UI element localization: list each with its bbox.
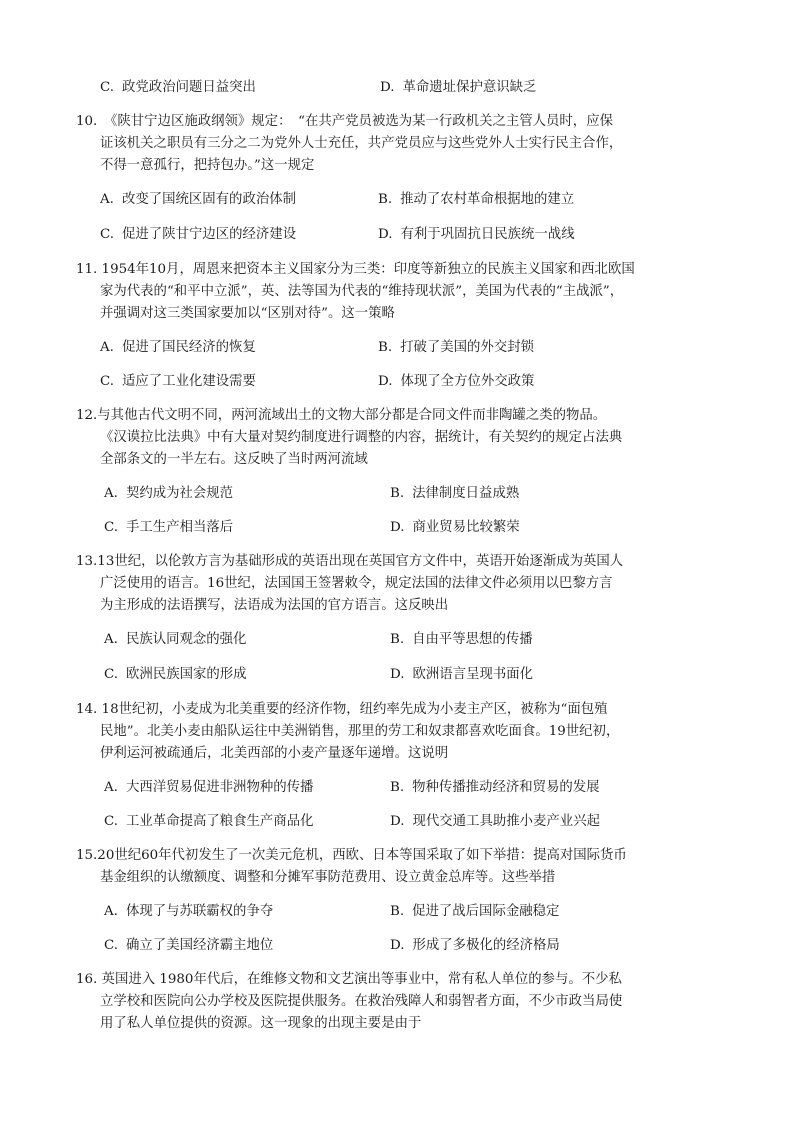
option-text: 确立了美国经济霸主地位 — [126, 938, 274, 953]
option-text: 现代交通工具助推小麦产业兴起 — [412, 814, 600, 829]
q13-option-c[interactable] — [104, 665, 247, 685]
option-text: 体现了全方位外交政策 — [400, 374, 535, 389]
option-text: 促进了陕甘宁边区的经济建设 — [122, 227, 297, 242]
option-label: D. — [390, 938, 405, 953]
q10-option-d[interactable] — [378, 225, 575, 245]
option-label: A. — [104, 780, 118, 795]
q10-stem-line: 不得一意孤行，把持包办。”这一规定 — [100, 158, 315, 173]
option-text: 政党政治问题日益突出 — [122, 80, 256, 95]
option-label: D. — [378, 374, 393, 389]
q12-stem-line: 12.与其他古代文明不同，两河流域出土的文物大部分都是合同文件而非陶罐之类的物品。 — [76, 408, 607, 423]
option-text: 自由平等思想的传播 — [412, 632, 533, 647]
q12-option-c[interactable] — [104, 518, 233, 538]
q13-stem-line: 13.13世纪，以伦敦方言为基础形成的英语出现在英国官方文件中，英语开始逐渐成为英国人 — [76, 554, 624, 569]
q15-option-a[interactable] — [104, 902, 273, 922]
option-label: D. — [378, 227, 393, 242]
option-text: 改变了国统区固有的政治体制 — [121, 192, 297, 207]
option-text: 革命遗址保护意识缺乏 — [402, 80, 537, 95]
option-label: D. — [390, 520, 405, 535]
q16-stem-line: 用了私人单位提供的资源。这一现象的出现主要是由于 — [100, 1016, 422, 1031]
q10-option-a[interactable] — [100, 190, 296, 210]
q13-option-d[interactable] — [390, 665, 533, 685]
option-label: B. — [378, 192, 393, 207]
q11-stem-line: 并强调对这三类国家要加以“区别对待”。这一策略 — [100, 306, 395, 321]
q12-option-d[interactable] — [390, 518, 520, 538]
option-text: 体现了与苏联霸权的争夺 — [125, 904, 274, 919]
q15-stem-line: 15.20世纪60年代初发生了一次美元危机，西欧、日本等国采取了如下举措：提高对国际货币 — [76, 848, 627, 863]
q12-stem-line: 《汉谟拉比法典》中有大量对契约制度进行调整的内容，据统计，有关契约的规定占法典 — [100, 430, 623, 445]
option-label: D. — [390, 814, 405, 829]
option-label: C. — [100, 227, 115, 242]
q16-stem-line: 立学校和医院向公办学校及医院提供服务。在救治残障人和弱智者方面，不少市政当局使 — [100, 994, 623, 1009]
q13-option-a[interactable] — [104, 630, 246, 650]
q11-option-c[interactable] — [100, 372, 256, 392]
q14-option-c[interactable] — [104, 812, 314, 832]
q14-option-d[interactable] — [390, 812, 600, 832]
q12-option-a[interactable] — [104, 484, 233, 504]
q12-option-b[interactable] — [390, 484, 519, 504]
q14-stem-line: 民地”。北美小麦由船队运往中美洲销售，那里的劳工和奴隶都喜欢吃面食。19世纪初， — [100, 724, 620, 739]
q12-stem-line: 全部条文的一半左右。这反映了当时两河流域 — [100, 452, 368, 467]
option-text: 手工生产相当落后 — [126, 520, 234, 535]
q11-option-b[interactable] — [378, 338, 534, 358]
option-text: 形成了多极化的经济格局 — [412, 938, 560, 953]
option-text: 欧洲语言呈现书面化 — [412, 667, 534, 682]
q10-stem-line: 10. 《陕甘宁边区施政纲领》规定： “在共产党员被选为某一行政机关之主管人员时，应保 — [76, 114, 613, 129]
option-label: C. — [104, 520, 119, 535]
q9-option-d[interactable] — [380, 78, 536, 98]
option-text: 民族认同观念的强化 — [125, 632, 247, 647]
option-text: 商业贸易比较繁荣 — [412, 520, 520, 535]
q11-option-d[interactable] — [378, 372, 534, 392]
q15-stem-line: 基金组织的认缴额度、调整和分摊军事防范费用、设立黄金总库等。这些举措 — [100, 870, 556, 885]
q15-option-b[interactable] — [390, 902, 559, 922]
option-label: A. — [100, 340, 114, 355]
q14-stem-line: 伊利运河被疏通后，北美西部的小麦产量逐年递增。这说明 — [100, 746, 449, 761]
q14-stem-line: 14. 18世纪初，小麦成为北美重要的经济作物，纽约率先成为小麦主产区，被称为“面包殖 — [76, 702, 608, 717]
option-label: C. — [104, 938, 119, 953]
option-text: 法律制度日益成熟 — [412, 486, 520, 501]
q11-stem-line: 11. 1954年10月，周恩来把资本主义国家分为三类：印度等新独立的民族主义国家和西北欧国 — [76, 262, 635, 277]
option-text: 工业革命提高了粮食生产商品化 — [126, 814, 314, 829]
q13-option-b[interactable] — [390, 630, 533, 650]
option-label: B. — [390, 904, 405, 919]
option-label: B. — [390, 780, 405, 795]
option-label: A. — [104, 632, 118, 647]
option-text: 适应了工业化建设需要 — [122, 374, 256, 389]
option-label: B. — [390, 632, 405, 647]
q13-stem-line: 为主形成的法语撰写，法语成为法国的官方语言。这反映出 — [100, 598, 449, 613]
q16-stem-line: 16. 英国进入 1980年代后，在维修文物和文艺演出等事业中，常有私人单位的参与。不少私 — [76, 972, 622, 987]
option-label: B. — [390, 486, 405, 501]
q9-option-c[interactable] — [100, 78, 256, 98]
option-label: D. — [390, 667, 405, 682]
option-label: A. — [100, 192, 114, 207]
option-label: C. — [100, 80, 115, 95]
option-text: 大西洋贸易促进非洲物种的传播 — [125, 780, 314, 795]
option-text: 促进了国民经济的恢复 — [121, 340, 256, 355]
option-label: A. — [104, 486, 118, 501]
option-label: C. — [104, 814, 119, 829]
q15-option-c[interactable] — [104, 936, 273, 956]
q11-option-a[interactable] — [100, 338, 256, 358]
q13-stem-line: 广泛使用的语言。16世纪，法国国王签署敕令，规定法国的法律文件必须用以巴黎方言 — [100, 576, 613, 591]
option-label: C. — [100, 374, 115, 389]
q10-stem-line: 证该机关之职员有三分之二为党外人士充任，共产党员应与这些党外人士实行民主合作， — [100, 136, 623, 151]
option-label: C. — [104, 667, 119, 682]
q14-option-a[interactable] — [104, 778, 313, 798]
option-label: D. — [380, 80, 395, 95]
q14-option-b[interactable] — [390, 778, 600, 798]
q15-option-d[interactable] — [390, 936, 560, 956]
option-text: 打破了美国的外交封锁 — [400, 340, 535, 355]
option-text: 契约成为社会规范 — [125, 486, 234, 501]
option-text: 有利于巩固抗日民族统一战线 — [400, 227, 575, 242]
q11-stem-line: 家为代表的“和平中立派”，英、法等国为代表的“维持现状派”，美国为代表的“主战派”， — [100, 284, 624, 299]
q10-option-b[interactable] — [378, 190, 574, 210]
option-label: A. — [104, 904, 118, 919]
option-text: 欧洲民族国家的形成 — [126, 667, 247, 682]
option-label: B. — [378, 340, 393, 355]
option-text: 促进了战后国际金融稳定 — [412, 904, 560, 919]
option-text: 物种传播推动经济和贸易的发展 — [412, 780, 600, 795]
q10-option-c[interactable] — [100, 225, 296, 245]
option-text: 推动了农村革命根据地的建立 — [400, 192, 575, 207]
